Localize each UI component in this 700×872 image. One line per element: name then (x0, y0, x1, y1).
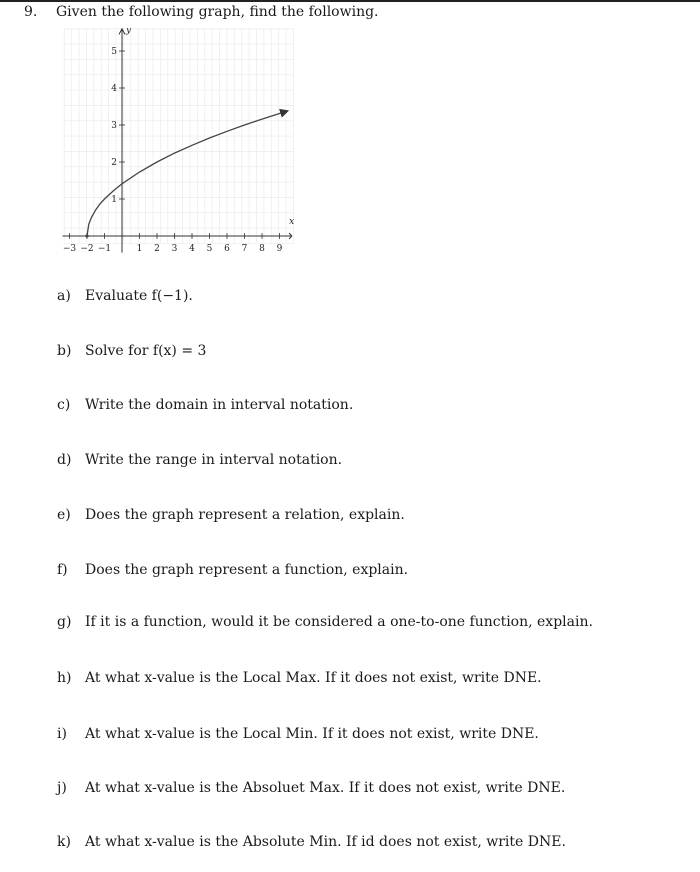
part-f (57, 562, 408, 578)
x-tick-label: 1 (136, 244, 143, 254)
axes (63, 29, 295, 253)
start-point (85, 234, 88, 237)
part-text: Evaluate f(−1). (85, 288, 193, 304)
part-a (57, 288, 193, 304)
x-tick-label: 8 (259, 244, 265, 254)
part-d (57, 452, 342, 468)
x-axis-label: x (289, 217, 295, 227)
part-label: c) (57, 397, 71, 413)
part-text: If it is a function, would it be considered a one-to-one function, explain. (85, 614, 593, 630)
tick-labels (63, 28, 294, 254)
part-text: Does the graph represent a relation, explain. (85, 507, 405, 523)
part-text: Write the domain in interval notation. (85, 397, 354, 413)
y-tick-label: 5 (111, 47, 117, 57)
part-label: j) (57, 780, 67, 796)
part-e (57, 507, 405, 523)
part-label: h) (57, 670, 72, 686)
part-k (57, 834, 566, 850)
part-text: Does the graph represent a function, explain. (85, 562, 409, 578)
top-rule (0, 0, 700, 2)
x-tick-label: 2 (154, 244, 160, 254)
y-tick-label: 2 (111, 158, 117, 168)
part-label: a) (57, 288, 71, 304)
y-tick-label: 3 (111, 121, 117, 131)
part-label: k) (57, 834, 71, 850)
function-graph (50, 28, 320, 268)
part-text: Solve for f(x) = 3 (85, 343, 207, 359)
x-tick-label: 7 (241, 244, 248, 254)
part-text: At what x-value is the Local Max. If it does not exist, write DNE. (85, 670, 542, 686)
y-tick-label: 4 (111, 84, 117, 94)
x-tick-label: −2 (80, 244, 94, 254)
part-label: e) (57, 507, 71, 523)
part-label: i) (57, 726, 67, 742)
x-tick-label: −3 (62, 244, 77, 254)
question-prompt: Given the following graph, find the following. (56, 4, 379, 20)
part-label: f) (57, 562, 68, 578)
part-h (57, 670, 542, 686)
x-tick-label: 9 (276, 244, 283, 254)
part-g (57, 614, 593, 630)
part-i (57, 726, 539, 742)
x-tick-label: −1 (97, 244, 112, 254)
y-axis-label: y (126, 28, 132, 36)
part-label: d) (57, 452, 72, 468)
part-text: Write the range in interval notation. (85, 452, 343, 468)
part-b (57, 343, 206, 359)
x-tick-label: 4 (189, 244, 195, 254)
part-label: g) (57, 614, 72, 630)
part-text: At what x-value is the Local Min. If it does not exist, write DNE. (85, 726, 539, 742)
part-j (57, 780, 565, 796)
x-tick-label: 6 (224, 244, 230, 254)
y-tick-label: 1 (111, 195, 117, 205)
part-text: At what x-value is the Absoluet Max. If it does not exist, write DNE. (85, 780, 566, 796)
x-tick-label: 3 (171, 244, 178, 254)
question-number: 9. (24, 4, 38, 20)
x-tick-label: 5 (206, 244, 213, 254)
part-label: b) (57, 343, 72, 359)
part-text: At what x-value is the Absolute Min. If id does not exist, write DNE. (85, 834, 566, 850)
part-c (57, 397, 353, 413)
grid (64, 29, 293, 244)
